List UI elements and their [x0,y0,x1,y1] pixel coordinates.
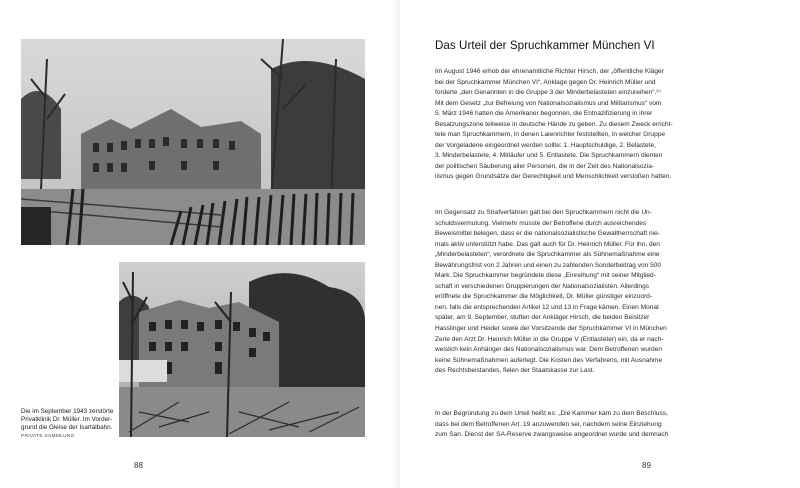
right-page [400,0,800,488]
text-line: In der Begründung zu dem Urteil heißt es: „Die Kammer kam zu dem Beschluss, [435,410,668,417]
text-line: lismus gegen Grundsätze der Gerechtigkeit und Menschlichkeit verstoßen hatten. [435,173,672,181]
text-line: tete man Spruchkammern, in denen Laienrichter feststellten, in welcher Gruppe [435,131,665,139]
text-line: eröffnete die Spruchkammer die Möglichkeit, Dr. Müller günstiger einzuord- [435,293,653,301]
text-line: des Rechtsbeistandes, fielen der Staatskasse zur Last. [435,367,595,375]
paragraph-1 [435,67,766,183]
text-line: Im August 1946 erhob der ehrenamtliche Richter Hirsch, der „öffentliche Kläger [435,68,664,75]
text-line: Beweismittel belegen, dass er die nationalsozialistische Gewaltherrschaft nie- [435,230,660,238]
text-line: der Vorgeladene eingeordnet werden sollte: 1. Hauptschuldige, 2. Belastete, [435,141,656,149]
text-line: später, am 9. September, stuften der Ankläger Hirsch, die beiden Beisitzer [435,314,650,322]
caption-line: Privatklinik Dr. Müller. Im Vorder- [21,416,113,424]
photo-ruined-clinic-railway [21,39,365,245]
text-line: Bewährungsfrist von 2 Jahren und einen zu zahlenden Sonderbeitrag von 500 [435,261,662,269]
text-line: Hasslinger und Heider sowie der Vorsitzende der Spruchkammer VI in München [435,325,667,333]
page-number-right: 89 [642,461,651,470]
text-line: Mit dem Gesetz „zur Befreiung von Nationalsozialismus und Militarismus“ vom [435,99,662,107]
text-line: Im Gegensatz zu Strafverfahren galt bei den Spruchkammern nicht die Un- [435,209,652,216]
paragraph-2 [435,208,766,377]
page-number-left: 88 [134,461,143,470]
photo-destroyed-clinic-trees-image [119,262,365,437]
text-line: 5. März 1946 hatten die Amerikaner begonnen, die Entnazifizierung in ihrer [435,110,653,118]
text-line: Besatzungszone teilweise in deutsche Hände zu geben. Zu diesem Zweck erricht- [435,120,673,128]
text-line: schaft in verschiedenen Gruppierungen der Nationalsozialisten. Allerdings [435,282,649,290]
text-line: weislich kein Anhänger des Nationalsozialismus war. Dem Betroffenen wurden [435,346,662,354]
text-line: schuldsvermutung. Vielmehr musste der Betroffene durch ausreichendes [435,219,647,227]
text-line: nen, falls die entsprechenden Artikel 12 und 13 in Frage kämen. Einen Monat [435,303,659,311]
text-line: zum San. Dienst der SA-Reserve zwangsweise angeordnet wurde und demnach [435,431,669,439]
photo-credit: PRIVATE SAMMLUNG [21,433,75,439]
text-line: dass bei dem Betroffenen Art. 19 anzuwenden sei, nachdem seine Einziehung [435,420,662,428]
text-line: bei der Spruchkammer München VI“, Anklage gegen Dr. Heinrich Müller und [435,78,656,86]
photo-destroyed-clinic-trees [119,262,365,437]
photo-caption [21,408,115,441]
paragraph-3 [435,409,766,441]
text-line: 3. Minderbelastete, 4. Mitläufer und 5. Entlastete. Die Spruchkammern dienten [435,152,663,160]
text-line: forderte „den Genannten in die Gruppe 3 der Minderbelasteten einzureihen“.⁶⁷ [435,89,662,97]
caption-line: Die im September 1943 zerstörte [21,408,114,415]
text-line: „Minderbelasteten“, verordnete die Spruchkammer als Sühnemaßnahme eine [435,251,660,259]
text-line: mals aktiv unterstützt habe. Das galt auch für Dr. Heinrich Müller. Für ihn, den [435,240,660,248]
photo-ruined-clinic-railway-image [21,39,365,245]
text-line: Zerle den Arzt Dr. Heinrich Müller in die Gruppe V (Entlasteter) ein, da er nach- [435,335,664,343]
text-line: Mark. Die Spruchkammer begründete diese „Einreihung“ mit seiner Mitglied- [435,272,656,280]
text-line: keine Sühnemaßnahmen auferlegt. Die Kosten des Verfahrens, mit Ausnahme [435,356,663,364]
section-title: Das Urteil der Spruchkammer München VI [435,39,655,52]
caption-line: grund die Gleise der Isartalbahn. [21,424,113,432]
text-line: der politischen Säuberung aller Personen, die in der Zeit des Nationalsozia- [435,162,655,170]
